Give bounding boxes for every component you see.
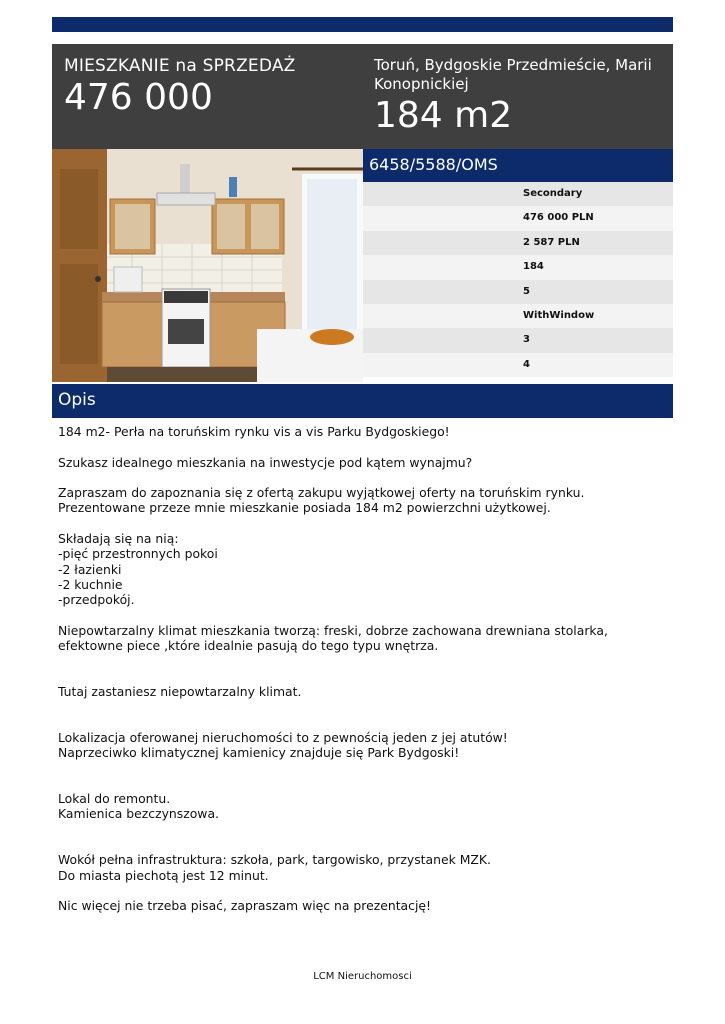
- param-value: 3: [523, 334, 530, 346]
- param-row: [363, 206, 673, 230]
- params-table: [363, 182, 673, 377]
- param-row: [363, 328, 673, 352]
- listing-location: Toruń, Bydgoskie Przedmieście, Marii Konopnickiej: [374, 56, 652, 93]
- param-value: 4: [523, 358, 530, 370]
- description-paragraph: Wokół pełna infrastruktura: szkoła, park, targowisko, przystanek MZK. Do miasta piechotą jest 12 minut.: [58, 852, 491, 883]
- description-heading-bar: [52, 384, 673, 418]
- param-value: 184: [523, 261, 544, 273]
- param-value: 476 000 PLN: [523, 212, 594, 224]
- param-value: 2 587 PLN: [523, 236, 580, 248]
- description-body: [58, 424, 670, 929]
- description-paragraph: Lokal do remontu. Kamienica bezczynszowa.: [58, 791, 219, 822]
- param-value: WithWindow: [523, 309, 595, 321]
- reference-bar: [363, 149, 673, 182]
- description-paragraph: Zapraszam do zapoznania się z ofertą zakupu wyjątkowej oferty na toruńskim rynku. Prezentowane przeze mnie mieszkanie posiada 184 m2 powierzchni użytkowej.: [58, 485, 585, 516]
- kitchen-photo-illustration: [52, 149, 363, 382]
- param-value: Secondary: [523, 188, 583, 199]
- description-paragraph: Tutaj zastaniesz niepowtarzalny klimat.: [58, 684, 302, 700]
- listing-type: MIESZKANIE na SPRZEDAŻ: [64, 56, 296, 76]
- param-row: [363, 255, 673, 279]
- property-photo: [52, 149, 363, 382]
- param-row: [363, 231, 673, 255]
- param-row: [363, 304, 673, 328]
- param-row: [363, 353, 673, 377]
- param-value: 5: [523, 285, 530, 297]
- description-paragraph: Niepowtarzalny klimat mieszkania tworzą: freski, dobrze zachowana drewniana stolarka, efektowne piece ,które idealnie pasują do tego typu wnętrza.: [58, 622, 608, 654]
- description-paragraph: 184 m2- Perła na toruńskim rynku vis a vis Parku Bydgoskiego!: [58, 424, 450, 439]
- param-row: [363, 280, 673, 304]
- param-row: [363, 182, 673, 206]
- footer-agency: LCM Nieruchomosci: [313, 971, 412, 982]
- description-paragraph: Składają się na nią: -pięć przestronnych pokoi -2 łazienki -2 kuchnie -przedpokój.: [58, 531, 218, 608]
- listing-price: 476 000: [64, 77, 213, 118]
- reference-number: 6458/5588/OMS: [369, 155, 498, 174]
- listing-header: [52, 44, 673, 149]
- description-paragraph: Lokalizacja oferowanej nieruchomości to z pewnością jeden z jej atutów! Naprzeciwko klimatycznej kamienicy znajduje się Park Bydgoski!: [58, 729, 508, 761]
- listing-area: 184 m2: [374, 95, 513, 136]
- description-heading: Opis: [58, 390, 96, 410]
- description-paragraph: Nic więcej nie trzeba pisać, zapraszam więc na prezentację!: [58, 898, 431, 914]
- header-right: [374, 56, 669, 138]
- description-paragraph: Szukasz idealnego mieszkania na inwestycje pod kątem wynajmu?: [58, 454, 473, 470]
- header-left: [64, 56, 364, 120]
- top-accent-bar: [52, 17, 673, 32]
